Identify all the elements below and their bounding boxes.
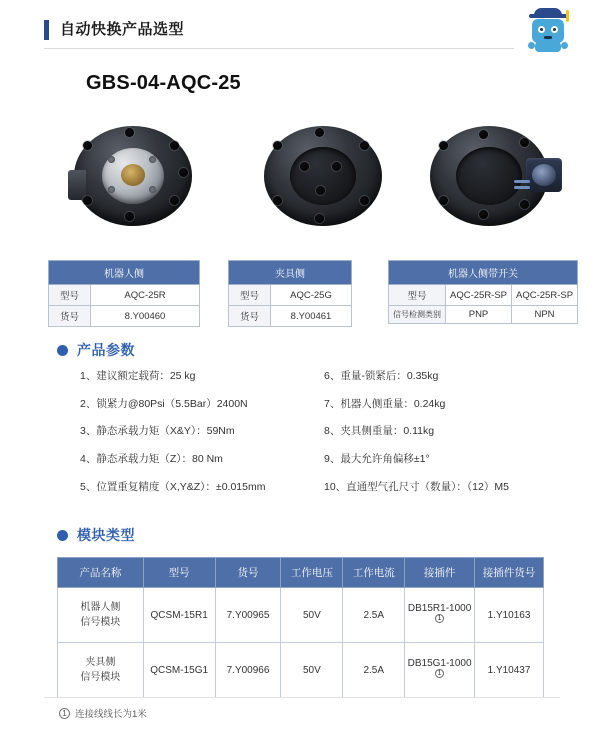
footer-divider [44, 697, 560, 698]
parameter-item: 5、位置重复精度（X,Y&Z）：±0.015mm [80, 480, 266, 493]
bullet-dot-icon [57, 345, 68, 356]
cell-connector-text: DB15G1-1000 [407, 657, 472, 669]
product-image-robot-side [66, 104, 216, 244]
cell-model: QCSM-15G1 [143, 643, 215, 698]
product-image-robot-side-with-switch [422, 104, 572, 244]
cell-model: QCSM-15R1 [143, 588, 215, 643]
caption-row-value: AQC-25R [91, 285, 200, 306]
cell-connector-part-no: 1.Y10163 [475, 588, 544, 643]
section-heading-parameters [57, 340, 135, 360]
caption-heading: 机器人侧 [49, 261, 200, 285]
caption-row-label: 型号 [49, 285, 91, 306]
parameter-item: 3、静态承载力矩（X&Y）：59Nm [80, 425, 235, 438]
section-title: 产品参数 [77, 342, 135, 358]
table-row [58, 643, 544, 698]
table-header-row [58, 558, 544, 588]
footnote-ref-icon: 1 [435, 614, 444, 623]
parameter-item: 9、最大允许角偏移±1° [324, 452, 430, 465]
cell-voltage: 50V [281, 588, 343, 643]
parameter-item: 4、静态承载力矩（Z）：80 Nm [80, 452, 223, 465]
caption-row-value: 8.Y00461 [271, 306, 352, 327]
parameter-item: 2、锁紧力@80Psi（5.5Bar）2400N [80, 397, 248, 410]
section-heading-module-types [57, 525, 135, 545]
cell-part-no: 7.Y00965 [215, 588, 281, 643]
caption-row-label: 型号 [389, 285, 446, 306]
cell-connector-part-no: 1.Y10437 [475, 643, 544, 698]
page-title: 自动快换产品选型 [60, 21, 185, 38]
footnote-marker-icon: 1 [59, 708, 70, 719]
caption-row-value: NPN [512, 306, 578, 324]
section-title: 模块类型 [77, 527, 135, 543]
cell-current: 2.5A [343, 643, 405, 698]
graduate-mascot-icon [525, 8, 571, 54]
column-header-name: 产品名称 [58, 558, 144, 588]
caption-row-value: AQC-25R-SP [446, 285, 512, 306]
cell-product-name-line2: 信号模块 [80, 672, 121, 683]
caption-row-value: AQC-25R-SP [512, 285, 578, 306]
cell-product-name-line1: 夹具侧 [85, 657, 116, 668]
cell-product-name [58, 643, 144, 698]
parameter-item: 10、直通型气孔尺寸（数量）：（12）M5 [324, 480, 509, 493]
product-image-tool-side [256, 104, 406, 244]
cell-part-no: 7.Y00966 [215, 643, 281, 698]
footnote [59, 706, 147, 720]
cell-product-name-line1: 机器人侧 [80, 602, 121, 613]
cell-voltage: 50V [281, 643, 343, 698]
caption-heading: 机器人侧带开关 [389, 261, 578, 285]
page-header [0, 0, 605, 58]
parameters-column-left [80, 370, 330, 508]
parameters-column-right [324, 370, 574, 508]
caption-row-value: PNP [446, 306, 512, 324]
table-row [58, 588, 544, 643]
header-divider [44, 48, 514, 49]
parameter-item: 8、夹具侧重量：0.11kg [324, 425, 435, 438]
caption-row-label: 货号 [229, 306, 271, 327]
parameter-item: 7、机器人侧重量：0.24kg [324, 397, 446, 410]
cell-product-name-line2: 信号模块 [80, 617, 121, 628]
column-header-connector-part-no: 接插件货号 [475, 558, 544, 588]
caption-row-value: 8.Y00460 [91, 306, 200, 327]
caption-row-label: 型号 [229, 285, 271, 306]
column-header-voltage: 工作电压 [281, 558, 343, 588]
parameter-item: 1、建议额定载荷：25 kg [80, 370, 196, 382]
footnote-ref-icon: 1 [435, 669, 444, 678]
footnote-text: 连接线线长为1米 [75, 709, 147, 720]
column-header-current: 工作电流 [343, 558, 405, 588]
cell-connector-text: DB15R1-1000 [407, 602, 472, 614]
parameter-item: 6、重量-锁紧后：0.35kg [324, 370, 439, 382]
cell-connector [405, 588, 475, 643]
module-types-table [57, 557, 544, 698]
caption-heading: 夹具侧 [229, 261, 352, 285]
caption-row-label: 信号检测类别 [389, 306, 446, 324]
caption-table-robot-side [48, 260, 200, 327]
cell-connector [405, 643, 475, 698]
header-accent-bar [44, 20, 49, 40]
caption-row-value: AQC-25G [271, 285, 352, 306]
cell-current: 2.5A [343, 588, 405, 643]
bullet-dot-icon [57, 530, 68, 541]
column-header-part-no: 货号 [215, 558, 281, 588]
product-model-title: GBS-04-AQC-25 [86, 72, 241, 94]
product-images [44, 104, 564, 249]
cell-product-name [58, 588, 144, 643]
column-header-connector: 接插件 [405, 558, 475, 588]
caption-table-robot-side-switch [388, 260, 578, 324]
caption-row-label: 货号 [49, 306, 91, 327]
column-header-model: 型号 [143, 558, 215, 588]
caption-table-tool-side [228, 260, 352, 327]
